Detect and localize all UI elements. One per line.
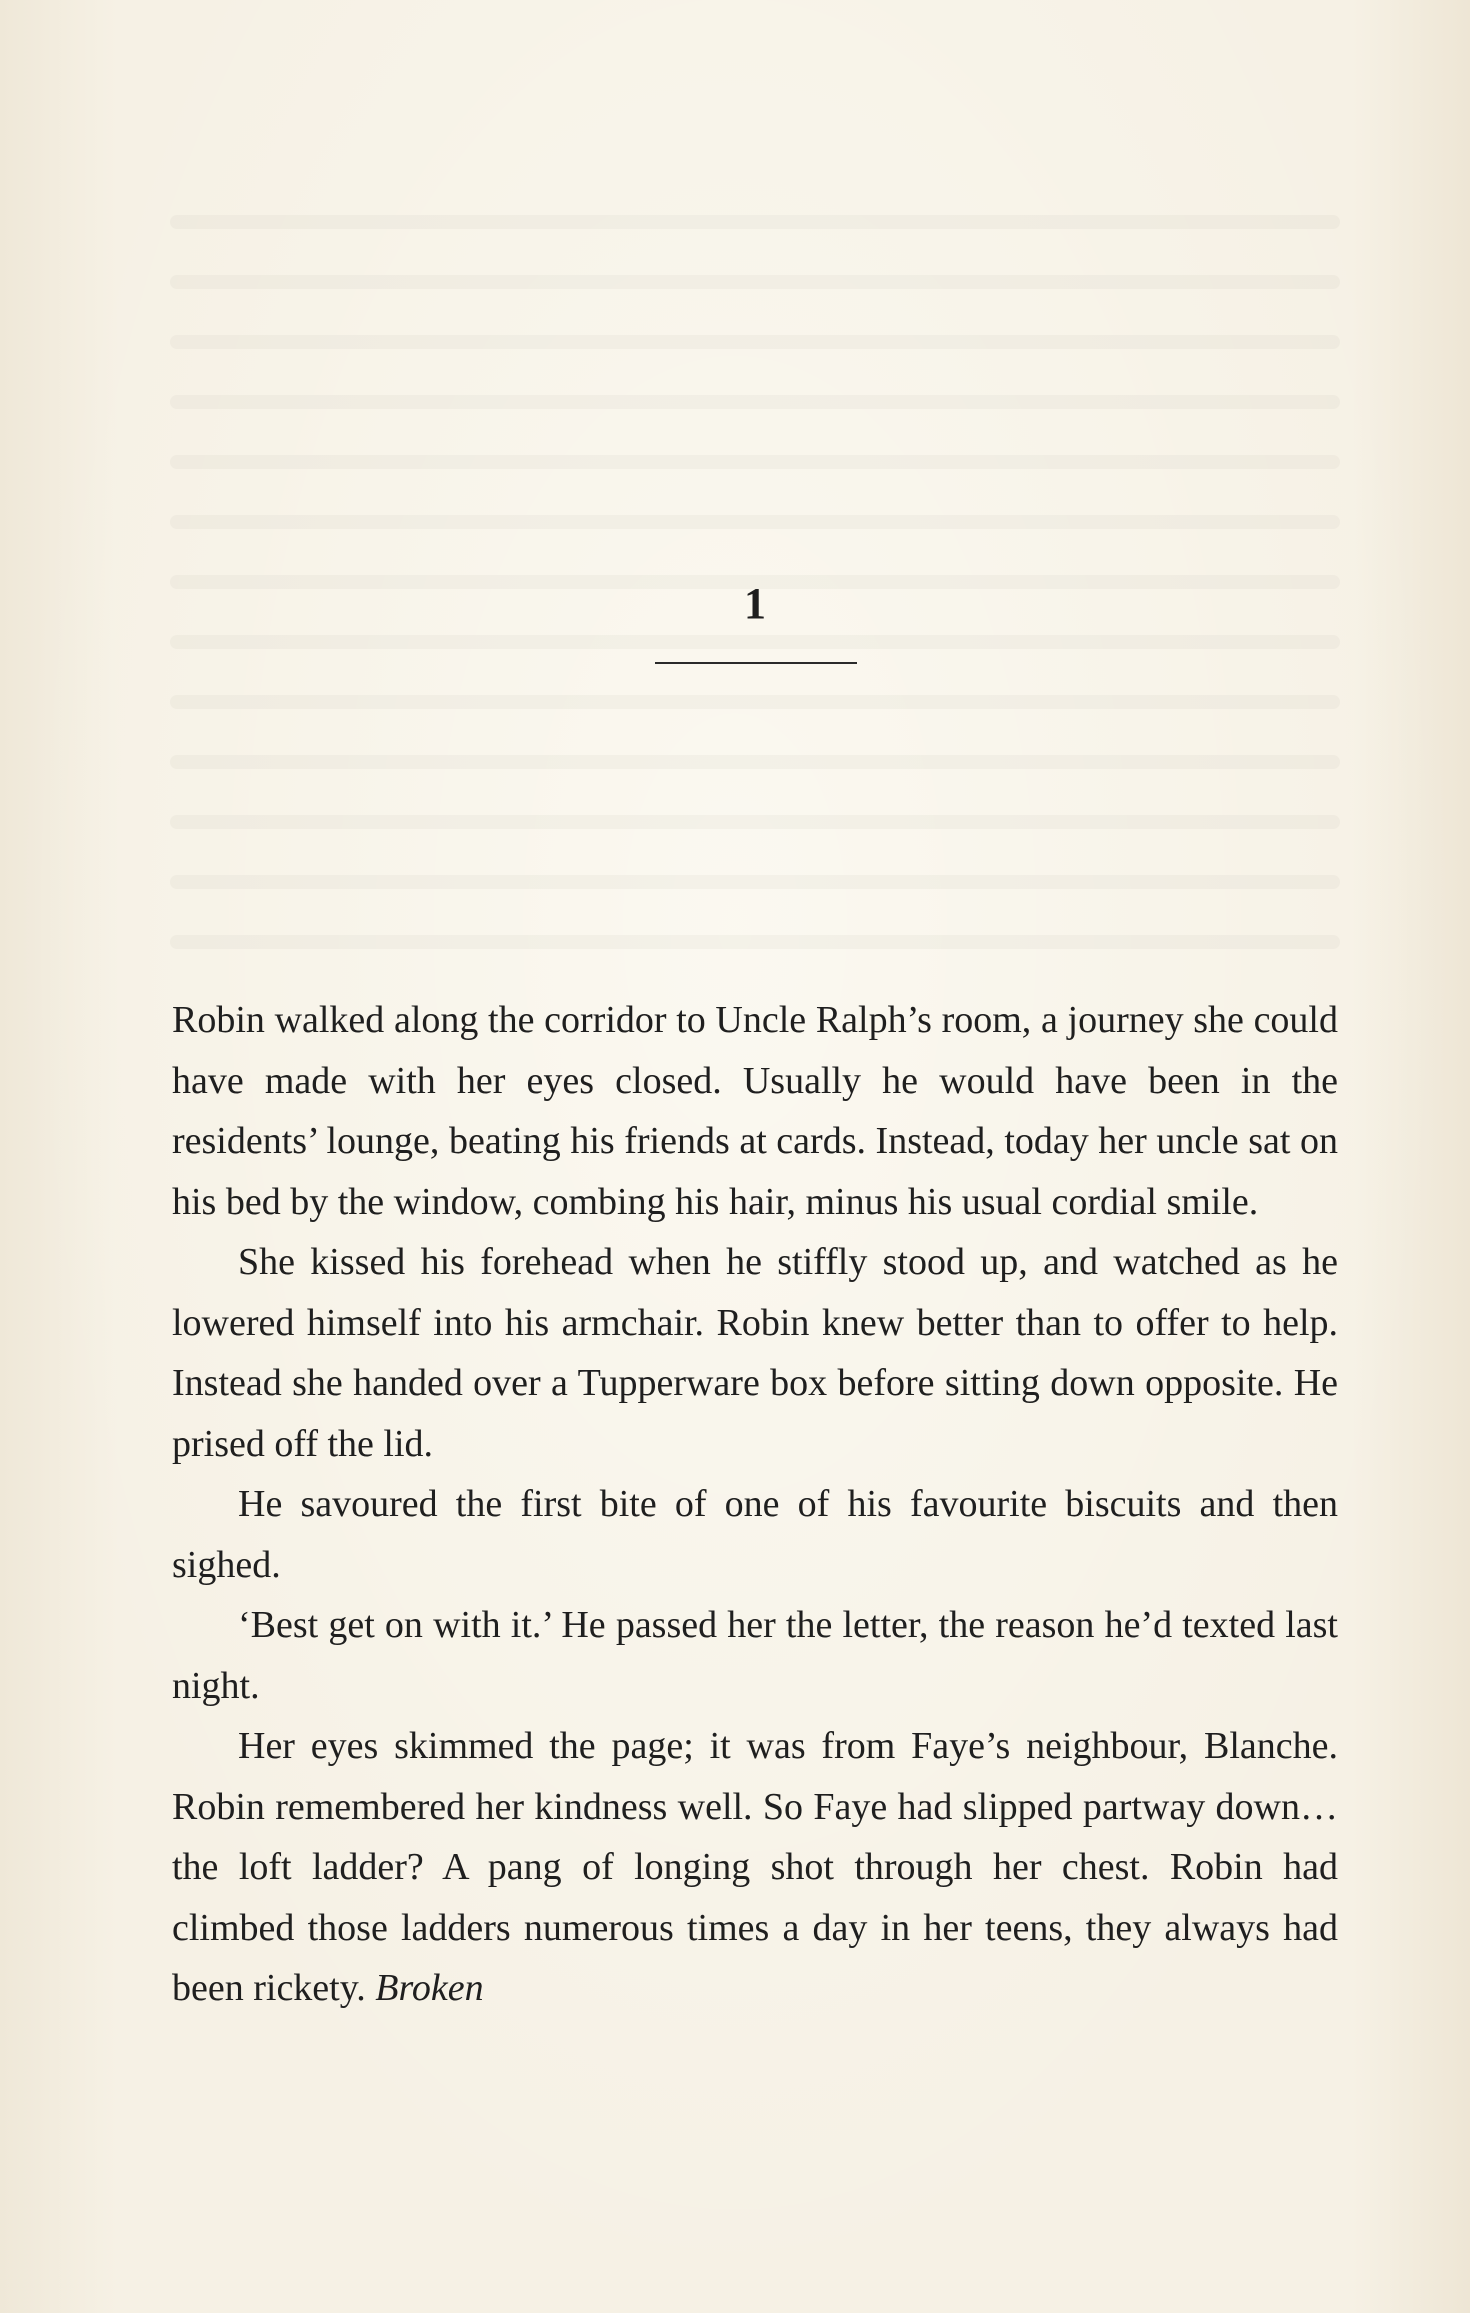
show-through-line	[170, 815, 1340, 829]
show-through-line	[170, 215, 1340, 229]
chapter-number: 1	[744, 579, 766, 628]
show-through-line	[170, 515, 1340, 529]
paragraph: Robin walked along the corridor to Uncle Ralph’s room, a journey she could have made with her eyes closed. Usually he would have been in the residents’ lounge, beating his friends at cards. Instead, today her uncle sat on his bed by the window, combing his hair, minus his usual cordial smile.	[172, 999, 1338, 1223]
show-through-line	[170, 455, 1340, 469]
show-through-line	[170, 755, 1340, 769]
paragraph: He savoured the first bite of one of his favourite biscuits and then sighed.	[172, 1483, 1338, 1586]
paragraph: She kissed his forehead when he stiffly stood up, and watched as he lowered himself into his armchair. Robin knew better than to offer to help. Instead she handed over a Tupperware box before sitting down opposite. He prised off the lid.	[172, 1241, 1338, 1465]
show-through-line	[170, 635, 1340, 649]
show-through-line	[170, 275, 1340, 289]
show-through-line	[170, 395, 1340, 409]
paragraph	[172, 1716, 1338, 2019]
body-text	[172, 990, 1338, 2019]
show-through-line	[170, 875, 1340, 889]
chapter-rule	[655, 662, 857, 664]
show-through-line	[170, 695, 1340, 709]
show-through-line	[170, 935, 1340, 949]
paragraph: ‘Best get on with it.’ He passed her the letter, the reason he’d texted last night.	[172, 1604, 1338, 1707]
paragraph-text: Her eyes skimmed the page; it was from Faye’s neighbour, Blanche. Robin remembered her kindness well. So Faye had slipped partway down… the loft ladder? A pang of longing shot through her chest. Robin had climbed those ladders numerous times a day in her teens, they always had been rickety.	[172, 1725, 1338, 2009]
italic-word: Broken	[375, 1967, 484, 2009]
show-through-line	[170, 335, 1340, 349]
